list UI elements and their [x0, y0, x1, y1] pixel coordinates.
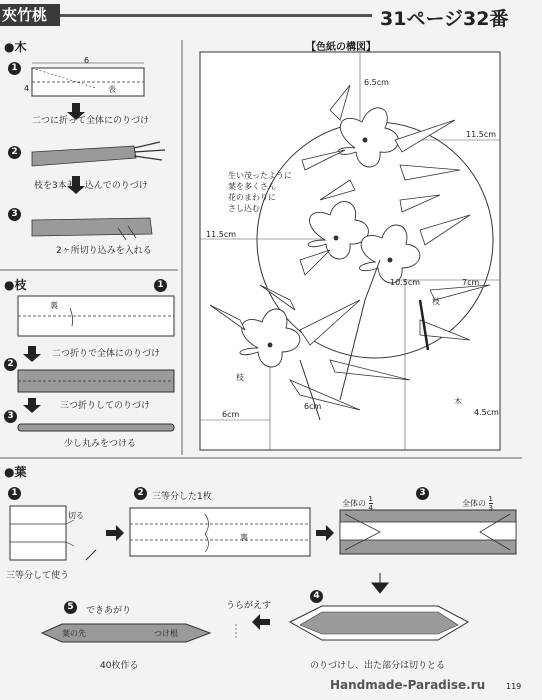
section-label-eda: ●枝 [4, 278, 27, 292]
eda-step2-text: 三つ折りしてのりづけ [60, 401, 151, 411]
arrow-left-icon [252, 614, 270, 630]
step-number: 4 [310, 590, 323, 603]
dimension-width: 6 [84, 56, 90, 65]
measure-label: 6.5cm [364, 78, 389, 87]
step-number: 2 [134, 487, 147, 500]
composition-title: 【色紙の構図】 [306, 42, 376, 53]
measure-label: 7cm [462, 278, 480, 287]
step-number: 3 [4, 410, 17, 423]
section-label-ki: ●木 [4, 40, 27, 54]
step-number: 2 [4, 358, 17, 371]
urugaesu-label: うらがえす [226, 601, 272, 611]
measure-label: 6cm [304, 402, 322, 411]
kiru-label: 切る [68, 511, 84, 520]
step-number: 3 [8, 208, 21, 221]
eda-label-right: 枝 [432, 297, 440, 306]
ki-trunk [32, 146, 136, 166]
page-title: 夾竹桃 [0, 4, 60, 26]
pattern-number: 31ページ32番 [380, 8, 509, 30]
fraction-left-value: $\frac{1}{4}$ [368, 495, 374, 512]
ha-paper [10, 506, 66, 560]
leaf-tip-label: 葉の先 [62, 629, 86, 638]
ki-label: 木 [454, 397, 462, 406]
ura-label: 裏 [240, 533, 248, 542]
measure-label: 11.5cm [466, 130, 497, 139]
dimension-height: 4 [24, 84, 30, 93]
eda-rolled [18, 424, 174, 431]
step-number: 1 [8, 487, 21, 500]
eda-label: 枝 [236, 373, 244, 382]
ki-step3-text: 2ヶ所切り込みを入れる [56, 246, 152, 256]
ha-step5-count: 40枚作る [100, 661, 139, 671]
step-number: 2 [8, 146, 21, 159]
arrow-down-icon [372, 573, 388, 593]
step-number: 1 [154, 279, 167, 292]
ki-step2-text: 枝を3本差し込んでのりづけ [34, 181, 148, 191]
measure-label: 4.5cm [474, 408, 499, 417]
measure-label: 11.5cm [206, 230, 237, 239]
arrow-down-icon [23, 398, 41, 413]
arrow-down-icon [23, 346, 41, 362]
fraction-right-value: $\frac{1}{3}$ [488, 495, 494, 512]
arrow-right-icon [316, 525, 334, 541]
ura-label: 裏 [50, 301, 58, 310]
measure-label: 6cm [222, 410, 240, 419]
fraction-right: 全体の $\frac{1}{3}$ [462, 495, 494, 512]
measure-label: 10.5cm [390, 278, 421, 287]
eda-step3-text: 少し丸みをつける [64, 439, 137, 449]
ha-step2-text: 三等分した1枚 [152, 492, 212, 502]
ki-step1-text: 二つに折って全体にのりづけ [32, 116, 150, 126]
leaf-base-label: つけ根 [154, 629, 178, 638]
eda-step1-text: 二つ折りで全体にのりづけ [52, 349, 161, 359]
page-number: 119 [506, 682, 522, 691]
section-label-ha: ●葉 [4, 465, 27, 479]
step-number: 3 [416, 487, 429, 500]
ha-strip [130, 508, 310, 556]
ha-step1-text: 三等分して使う [6, 571, 70, 581]
arrow-right-icon [106, 525, 124, 541]
ha-step5-title: できあがり [86, 606, 132, 616]
composition-note: 生い茂ったように 葉を多くさん 花のまわりに さし込む [228, 171, 292, 213]
fraction-left: 全体の $\frac{1}{4}$ [342, 495, 374, 512]
step-number: 5 [64, 601, 77, 614]
omote-label: 表 [108, 85, 116, 94]
ha-step4-text: のりづけし、出た部分は切りとる [310, 661, 446, 671]
ki-trunk-cut [32, 218, 152, 236]
step-number: 1 [8, 62, 21, 75]
shikishi-frame [200, 52, 500, 450]
site-watermark: Handmade-Paradise.ru [330, 678, 486, 692]
